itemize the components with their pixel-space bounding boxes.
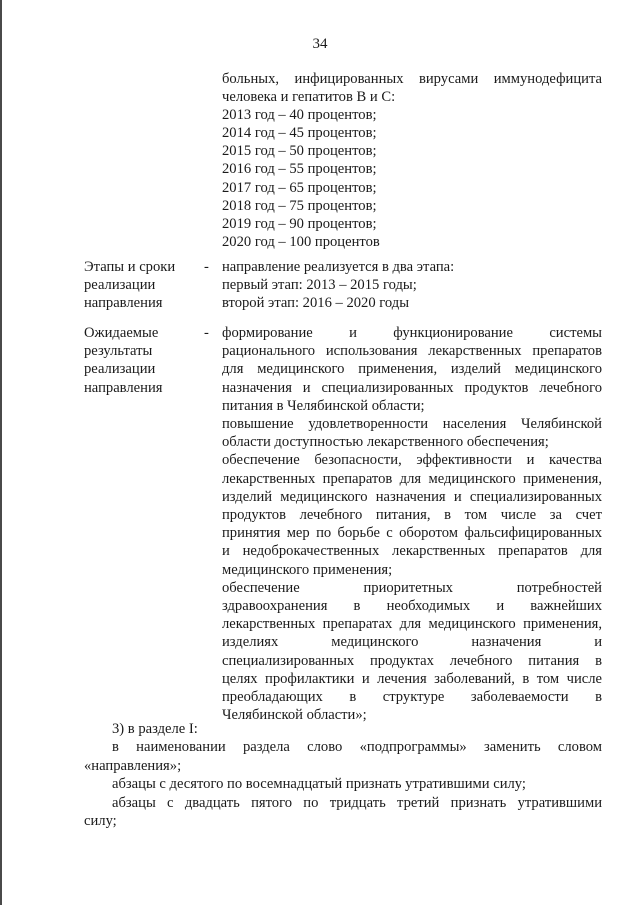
page-edge <box>0 0 2 905</box>
stages-value: направление реализуется в два этапа: первый этап: 2013 – 2015 годы; второй этап: 2016 – 2020 годы <box>222 259 455 312</box>
continuation-line: больных, инфицированных вирусами иммунодефицита <box>222 71 602 87</box>
continuation-line: человека и гепатитов В и С: <box>222 89 396 106</box>
body-text <box>84 720 602 830</box>
continuation-line: 2018 год – 75 процентов; <box>222 197 377 214</box>
results-line: рационального использования лекарственных препаратов <box>222 343 602 360</box>
paragraph-line: в наименовании раздела слово «подпрограммы» заменить словом <box>112 739 602 756</box>
results-line: назначения и специализированных продуктов лечебного <box>222 379 602 396</box>
stages-label: Этапы и сроки реализации направления <box>84 259 176 312</box>
results-line: и недоброкачественных лекарственных препаратов для <box>222 543 602 560</box>
results-line: формирование и функционирование системы <box>222 325 602 341</box>
paragraph-line: силу; <box>84 813 117 830</box>
paragraph-line: абзацы с двадцать пятого по тридцать третий признать утратившими <box>112 794 602 811</box>
stages-dash: - <box>204 259 209 275</box>
results-line: изделий медицинского назначения и специализированных <box>222 488 602 505</box>
continuation-line: 2016 год – 55 процентов; <box>222 161 377 178</box>
page-number: 34 <box>312 36 328 52</box>
paragraph-line: абзацы с десятого по восемнадцатый признать утратившими силу; <box>112 776 526 793</box>
results-line: обеспечение безопасности, эффективности и качества <box>222 452 602 469</box>
results-line: обеспечение приоритетных потребностей <box>222 579 602 596</box>
results-line: лекарственных препаратов для медицинского применения, <box>222 470 602 487</box>
results-dash: - <box>204 325 209 341</box>
continuation-line: 2015 год – 50 процентов; <box>222 143 377 160</box>
section-heading: 3) в разделе I: <box>112 721 198 737</box>
results-label: Ожидаемые результаты реализации направления <box>84 325 163 396</box>
results-line: целях профилактики и лечения заболеваний, в том числе <box>222 670 602 687</box>
results-line: повышение удовлетворенности населения Челябинской <box>222 416 602 433</box>
results-line: здравоохранения в необходимых и важнейших <box>222 598 602 615</box>
results-line: лекарственных препаратах для медицинского применения, <box>222 616 602 633</box>
paragraph-line: «направления»; <box>84 757 182 774</box>
continuation-line: 2013 год – 40 процентов; <box>222 107 377 124</box>
continuation-line: 2014 год – 45 процентов; <box>222 125 377 142</box>
results-line: Челябинской области»; <box>222 707 367 724</box>
results-line: области доступностью лекарственного обеспечения; <box>222 434 549 451</box>
continuation-line: 2019 год – 90 процентов; <box>222 215 377 232</box>
results-line: продуктов лечебного питания, в том числе за счет <box>222 507 602 524</box>
results-line: изделиях медицинского назначения и <box>222 634 602 651</box>
continuation-line: 2020 год – 100 процентов <box>222 233 380 250</box>
continuation-line: 2017 год – 65 процентов; <box>222 179 377 196</box>
results-line: специализированных продуктах лечебного питания в <box>222 652 602 669</box>
continuation-block <box>222 70 602 251</box>
results-line: для медицинского применения, изделий медицинского <box>222 361 602 378</box>
results-line: питания в Челябинской области; <box>222 397 425 414</box>
results-line: медицинского применения; <box>222 561 393 578</box>
results-line: преобладающих в структуре заболеваемости в <box>222 689 602 706</box>
results-line: принятия мер по борьбе с оборотом фальсифицированных <box>222 525 602 542</box>
results-value <box>222 324 602 724</box>
